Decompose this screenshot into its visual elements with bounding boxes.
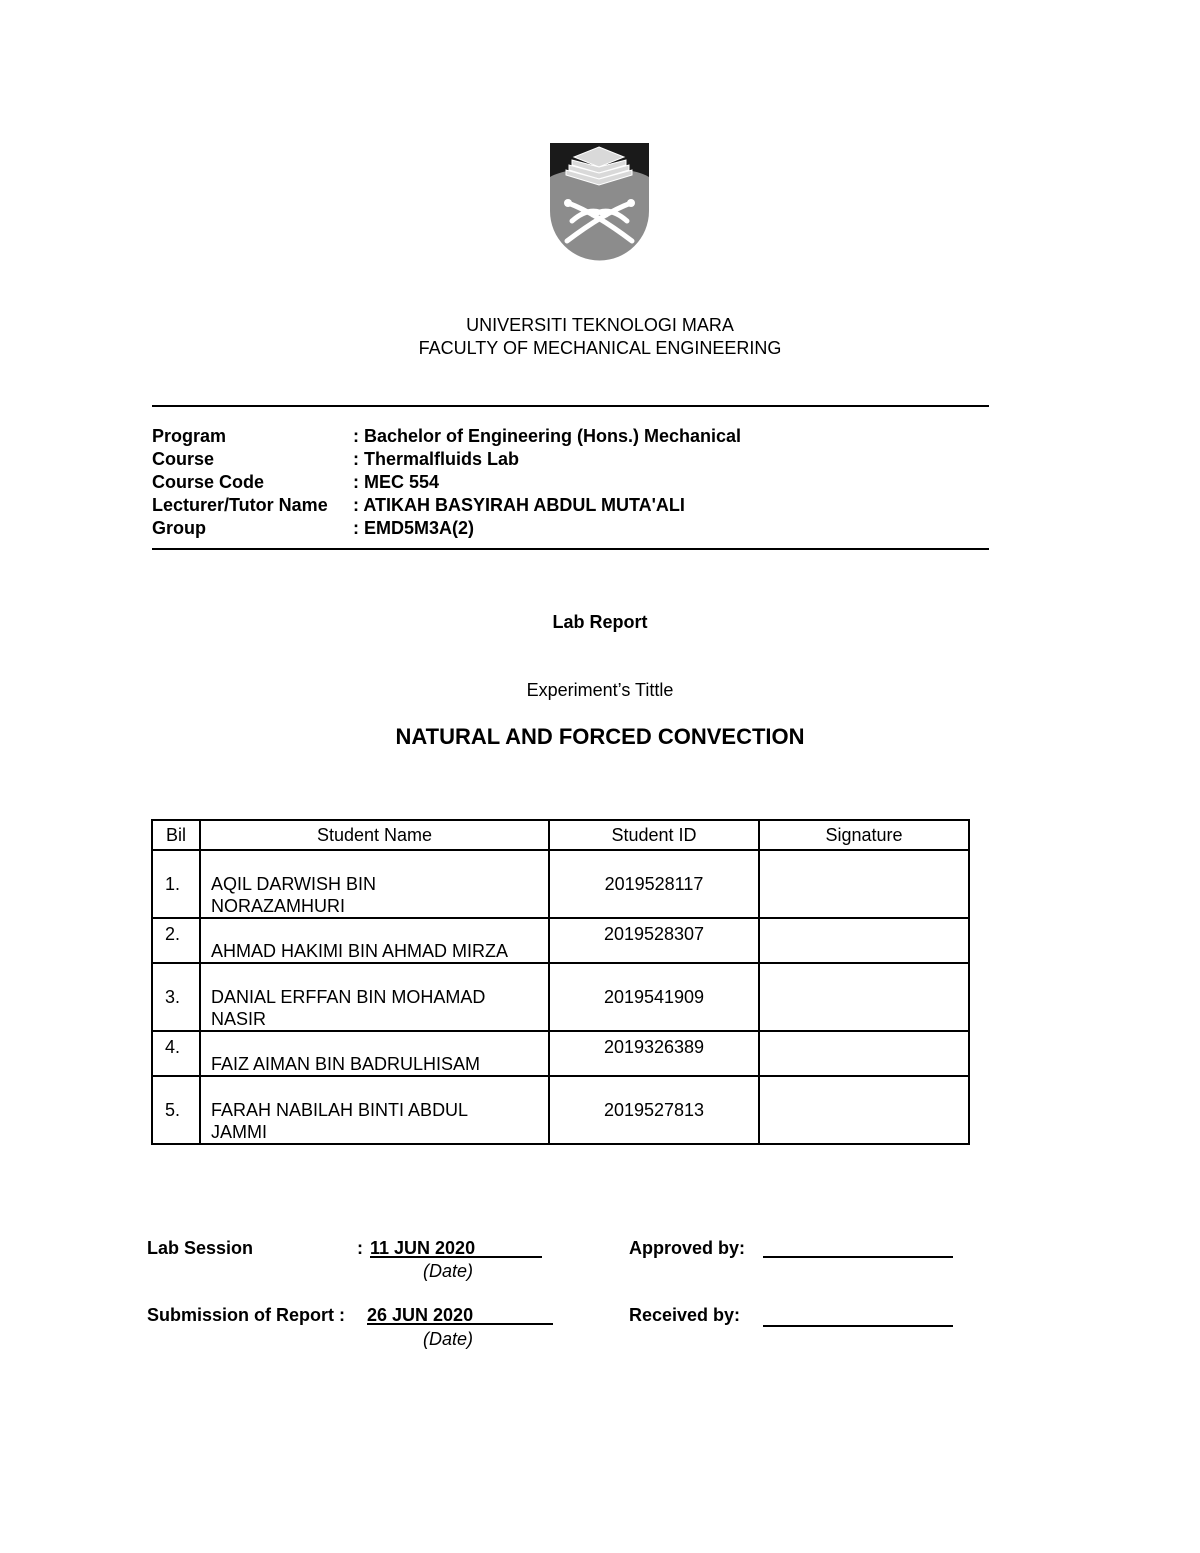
table-row bbox=[152, 918, 969, 963]
signature-cell bbox=[759, 1076, 969, 1144]
student-name-line: AQIL DARWISH BIN bbox=[211, 874, 377, 894]
student-name-line: FARAH NABILAH BINTI ABDUL bbox=[211, 1100, 469, 1120]
info-row-group bbox=[152, 517, 741, 540]
info-row-lecturer bbox=[152, 494, 741, 517]
student-id: 2019528117 bbox=[604, 874, 704, 894]
lab-session-underline bbox=[370, 1256, 542, 1258]
university-name: UNIVERSITI TEKNOLOGI MARA bbox=[466, 315, 734, 335]
date-note: (Date) bbox=[423, 1261, 474, 1281]
row-number: 2. bbox=[165, 924, 181, 944]
report-type: Lab Report bbox=[552, 612, 648, 632]
signature-cell bbox=[759, 850, 969, 918]
table-row bbox=[152, 1031, 969, 1076]
student-name-line: DANIAL ERFFAN BIN MOHAMAD bbox=[211, 987, 486, 1007]
info-value: : EMD5M3A(2) bbox=[353, 518, 475, 538]
submission-date: 26 JUN 2020 bbox=[367, 1305, 474, 1325]
course-info-block bbox=[152, 425, 741, 540]
table-row bbox=[152, 1076, 969, 1144]
header-student-name: Student Name bbox=[200, 820, 549, 850]
row-number: 4. bbox=[165, 1037, 181, 1057]
info-label: Lecturer/Tutor Name bbox=[152, 495, 328, 515]
date-note: (Date) bbox=[423, 1329, 474, 1349]
info-row-course-code bbox=[152, 471, 741, 494]
row-number: 1. bbox=[165, 874, 181, 894]
top-rule bbox=[152, 405, 989, 407]
student-name-line: NORAZAMHURI bbox=[211, 896, 345, 916]
lab-session-date: 11 JUN 2020 bbox=[370, 1238, 476, 1258]
table-row bbox=[152, 963, 969, 1031]
signature-cell bbox=[759, 1031, 969, 1076]
student-name-line: JAMMI bbox=[211, 1122, 267, 1142]
lab-session-label: Lab Session bbox=[147, 1238, 254, 1258]
header-student-id: Student ID bbox=[549, 820, 759, 850]
student-id: 2019527813 bbox=[603, 1100, 705, 1120]
student-name bbox=[201, 851, 548, 917]
experiment-title: NATURAL AND FORCED CONVECTION bbox=[395, 724, 805, 749]
header-signature: Signature bbox=[759, 820, 969, 850]
info-label: Course bbox=[152, 449, 215, 469]
bottom-rule bbox=[152, 548, 989, 550]
experiment-label: Experiment’s Tittle bbox=[526, 680, 674, 700]
student-name: FAIZ AIMAN BIN BADRULHISAM bbox=[211, 1054, 481, 1074]
faculty-name: FACULTY OF MECHANICAL ENGINEERING bbox=[418, 338, 782, 358]
student-table bbox=[151, 819, 970, 1145]
received-by-signature-line[interactable] bbox=[763, 1325, 953, 1327]
info-row-program bbox=[152, 425, 741, 448]
info-value: : MEC 554 bbox=[353, 472, 440, 492]
student-id: 2019326389 bbox=[603, 1037, 705, 1057]
university-crest-logo bbox=[550, 143, 649, 261]
info-row-course bbox=[152, 448, 741, 471]
submission-underline bbox=[367, 1323, 553, 1325]
approved-by-signature-line[interactable] bbox=[763, 1256, 953, 1258]
row-number: 3. bbox=[165, 987, 181, 1007]
info-label: Group bbox=[152, 518, 206, 538]
student-name bbox=[201, 1077, 548, 1143]
header-bil: Bil bbox=[152, 820, 200, 850]
table-row bbox=[152, 850, 969, 918]
signature-cell bbox=[759, 918, 969, 963]
student-name-line: NASIR bbox=[211, 1009, 267, 1029]
info-value: : ATIKAH BASYIRAH ABDUL MUTA'ALI bbox=[353, 495, 685, 515]
info-value: : Thermalfluids Lab bbox=[353, 449, 520, 469]
info-label: Course Code bbox=[152, 472, 265, 492]
student-name: AHMAD HAKIMI BIN AHMAD MIRZA bbox=[211, 941, 509, 961]
student-name bbox=[201, 964, 548, 1030]
signature-cell bbox=[759, 963, 969, 1031]
info-label: Program bbox=[152, 426, 227, 446]
student-id: 2019528307 bbox=[603, 924, 705, 944]
info-value: : Bachelor of Engineering (Hons.) Mechanical bbox=[353, 426, 742, 446]
approved-by-label: Approved by: bbox=[629, 1238, 746, 1258]
received-by-label: Received by: bbox=[629, 1305, 741, 1325]
student-id: 2019541909 bbox=[603, 987, 705, 1007]
university-heading bbox=[0, 314, 1200, 360]
lab-session-colon: : bbox=[357, 1238, 363, 1258]
table-header-row bbox=[152, 820, 969, 850]
row-number: 5. bbox=[165, 1100, 181, 1120]
submission-label: Submission of Report : bbox=[147, 1305, 345, 1325]
